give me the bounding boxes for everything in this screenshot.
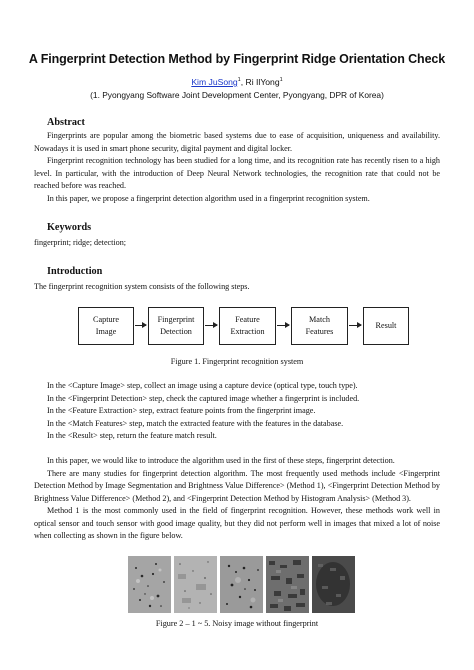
author-sup: 1 bbox=[237, 77, 241, 84]
flow-box-capture-image: Capture Image bbox=[78, 307, 134, 345]
author-separator: , bbox=[240, 77, 246, 87]
author-link[interactable]: Kim JuSong bbox=[191, 77, 238, 87]
abstract-paragraph: Fingerprint recognition technology has been studied for a long time, and its recognition rate has recently risen to a high level. In particular, with the introduction of Deep Neural Network technologies, the recognition rate that could not be reached before was reached. bbox=[34, 156, 440, 190]
noise-image-3 bbox=[220, 556, 263, 613]
introduction-lead: The fingerprint recognition system consists of the following steps. bbox=[34, 282, 250, 291]
abstract-paragraph: In this paper, we propose a fingerprint detection algorithm used in a fingerprint recognition system. bbox=[47, 193, 370, 203]
noise-pattern bbox=[128, 556, 171, 613]
figure1-caption: Figure 1. Fingerprint recognition system bbox=[170, 357, 304, 366]
intro-paragraph: There are many studies for fingerprint detection algorithm. The most frequently used methods include <Fingerprint Detection Method by Image Segmentation and Brightness Value Difference> (Method 1), <Fingerprint Detection Method by Brightness Value Difference> (Method 2), and <Fingerprint Detection Method by Histogram Analysis> (Method 3). bbox=[34, 468, 440, 503]
introduction-lead-block bbox=[34, 281, 440, 294]
flow-box-result: Result bbox=[363, 307, 409, 345]
flow-box-fingerprint-detection: Fingerprint Detection bbox=[148, 307, 204, 345]
step-item: In the <Capture Image> step, collect an image using a capture device (optical type, touch type). bbox=[47, 381, 358, 390]
noise-pattern bbox=[174, 556, 217, 613]
introduction-heading: Introduction bbox=[47, 266, 103, 277]
author-sup: 1 bbox=[279, 77, 283, 84]
steps-block bbox=[34, 380, 440, 443]
flow-arrow bbox=[205, 325, 217, 326]
flow-arrow bbox=[349, 325, 361, 326]
introduction-body bbox=[34, 455, 440, 543]
noise-pattern bbox=[266, 556, 309, 613]
step-item: In the <Fingerprint Detection> step, check the captured image whether a fingerprint is included. bbox=[47, 393, 360, 403]
abstract-heading: Abstract bbox=[47, 117, 85, 128]
figure2-caption: Figure 2 – 1 ~ 5. Noisy image without fingerprint bbox=[155, 619, 319, 628]
step-item: In the <Match Features> step, match the extracted feature with the features in the database. bbox=[47, 418, 344, 428]
keywords-body bbox=[34, 237, 440, 250]
intro-paragraph: Method 1 is the most commonly used in the field of fingerprint recognition. However, these methods work well in optical sensor and touch sensor with good image quality, but they did not perform well in images that mixed a lot of noise when collecting as shown in the figure below. bbox=[34, 506, 440, 540]
flow-arrow bbox=[135, 325, 146, 326]
step-item: In the <Result> step, return the feature match result. bbox=[47, 431, 217, 440]
keywords-text: fingerprint; ridge; detection; bbox=[34, 238, 127, 247]
abstract-paragraph: Fingerprints are popular among the biometric based systems due to ease of acquisition, uniqueness and availability. Nowadays it is used in smart phone security, digital payment and digital locker. bbox=[34, 131, 440, 153]
noise-image-2 bbox=[174, 556, 217, 613]
noise-pattern bbox=[312, 556, 355, 613]
intro-paragraph: In this paper, we would like to introduce the algorithm used in the first of these steps, fingerprint detection. bbox=[47, 456, 395, 465]
noise-pattern bbox=[220, 556, 263, 613]
abstract-body bbox=[34, 130, 440, 205]
keywords-heading: Keywords bbox=[47, 222, 92, 233]
affiliation: (1. Pyongyang Software Joint Development Center, Pyongyang, DPR of Korea) bbox=[90, 90, 384, 100]
noise-image-1 bbox=[128, 556, 171, 613]
paper-title: A Fingerprint Detection Method by Fingerprint Ridge Orientation Check bbox=[28, 52, 446, 66]
author-name: Ri IlYong bbox=[245, 77, 280, 87]
recognition-flow-diagram bbox=[78, 307, 409, 347]
author-line bbox=[0, 77, 474, 87]
step-item: In the <Feature Extraction> step, extract feature points from the fingerprint image. bbox=[47, 406, 316, 415]
flow-box-match-features: Match Features bbox=[291, 307, 348, 345]
flow-arrow bbox=[277, 325, 289, 326]
flow-box-feature-extraction: Feature Extraction bbox=[219, 307, 276, 345]
noise-image-5 bbox=[312, 556, 355, 613]
noise-image-4 bbox=[266, 556, 309, 613]
